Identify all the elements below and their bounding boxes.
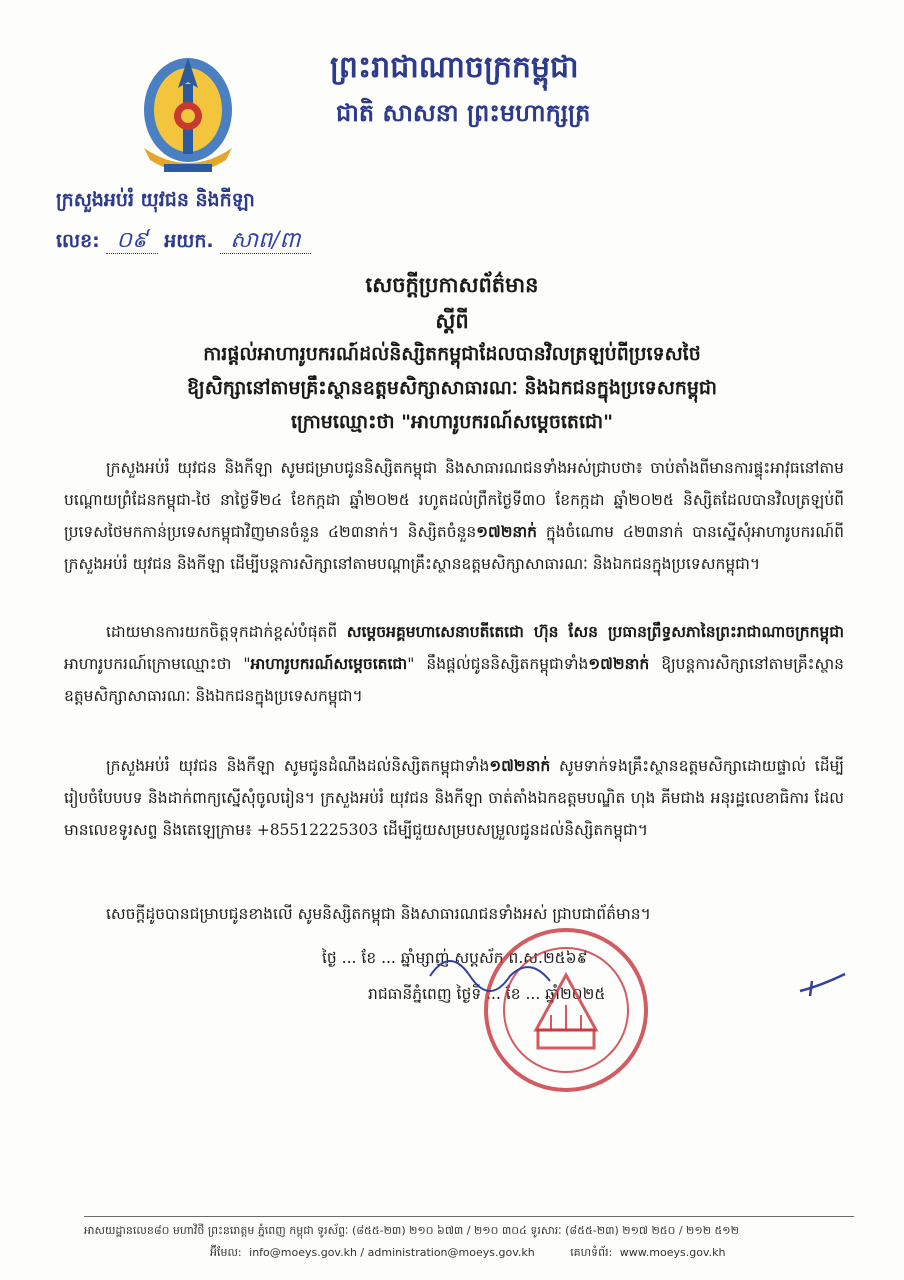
lunar-date-line: ថ្ងៃ ... ខែ ... ឆ្នាំម្សាញ់ សប្តស័ក ព.ស.២៥៦៩ xyxy=(322,949,588,967)
solar-date-line: រាជធានីភ្នំពេញ ថ្ងៃទី ... ខែ ... ឆ្នាំ២០២៥ xyxy=(368,985,606,1003)
document-subject-line-1: ការផ្ដល់អាហារូបករណ៍ដល់និស្សិតកម្ពុជាដែលបានវិលត្រឡប់ពីប្រទេសថៃ xyxy=(203,343,701,365)
ministry-crest-logo xyxy=(128,48,248,180)
paragraph-1 xyxy=(64,452,844,580)
website-link[interactable]: www.moeys.gov.kh xyxy=(619,1246,726,1259)
reference-suffix: អយក. xyxy=(164,230,214,252)
document-title: សេចក្ដីប្រកាសព័ត៌មាន xyxy=(365,272,539,297)
paragraph-2-scholarship-name: អាហារូបករណ៍សម្ដេចតេជោ xyxy=(250,654,408,673)
paragraph-2-text-c: " នឹងផ្ដល់ជូននិស្សិតកម្ពុជាទាំង xyxy=(407,655,589,673)
paragraph-3 xyxy=(64,750,844,846)
website-label: គេហទំព័រ: xyxy=(570,1246,613,1259)
paragraph-2-text-b: អាហារូបករណ៍ក្រោមឈ្មោះថា " xyxy=(64,655,251,673)
reference-line xyxy=(56,226,311,258)
paragraph-1-rest: ក្នុងចំណោម ៤២៣នាក់ បានស្នើសុំអាហារូបករណ៍ពីក្រសួងអប់រំ យុវជន និងកីឡា ដើម្បីបន្តការសិក្សានៅតាមបណ្ដាគ្រឹះស្ថានឧត្ដមសិក្សាសាធារណៈ និងឯកជនក្នុងប្រទេសកម្ពុជា។ xyxy=(64,523,844,573)
reference-code: សាព/ពា xyxy=(220,228,310,254)
paragraph-2-count: ១៧២នាក់ xyxy=(588,654,650,673)
paragraph-2-dignitary: សម្ដេចអគ្គមហាសេនាបតីតេជោ ហ៊ុន សែន ប្រធានព្រឹទ្ធសភានៃព្រះរាជាណាចក្រកម្ពុជា xyxy=(346,622,845,641)
footer-divider xyxy=(84,1216,854,1217)
paragraph-3-text-a: ក្រសួងអប់រំ យុវជន និងកីឡា សូមជូនដំណឹងដល់និស្សិតកម្ពុជាទាំង xyxy=(106,757,490,775)
ministry-name: ក្រសួងអប់រំ យុវជន និងកីឡា xyxy=(56,189,255,211)
paragraph-1-text: ក្រសួងអប់រំ យុវជន និងកីឡា សូមជម្រាបជូននិស្សិតកម្ពុជា និងសាធារណជនទាំងអស់ជ្រាបថា៖ ចាប់តាំងពីមានការផ្ទុះអាវុធនៅតាមបណ្ដោយព្រំដែនកម្ពុជា-ថៃ នាថ្ងៃទី២៤ ខែកក្កដា ឆ្នាំ២០២៥ រហូតដល់ព្រឹកថ្ងៃទី៣០ ខែកក្កដា ឆ្នាំ២០២៥ និស្សិតដែលបានវិលត្រឡប់ពីប្រទេសថៃមកកាន់ប្រទេសកម្ពុជាវិញមានចំនួន ៤២៣នាក់។ និស្សិតចំនួន xyxy=(64,459,844,541)
document-subject-label: ស្ដីពី xyxy=(435,308,469,333)
paragraph-3-text-b: សូមទាក់ទងគ្រឹះស្ថានឧត្ដមសិក្សាដោយផ្ទាល់ ដើម្បីរៀបចំបែបបទ និងដាក់ពាក្យស្នើសុំចូលរៀន។ ក្រសួងអប់រំ យុវជន និងកីឡា ចាត់តាំងឯកឧត្ដមបណ្ឌិត ហុង គីមជាង អនុរដ្ឋលេខាធិការ ដែលមានលេខទូរសព្ទ និងតេឡេក្រាម៖ +85512225303 ដើម្បីជួយសម្របសម្រួលជូនដល់និស្សិតកម្ពុជា។ xyxy=(64,757,845,839)
paragraph-4: សេចក្ដីដូចបានជម្រាបជូនខាងលើ សូមនិស្សិតកម្ពុជា និងសាធារណជនទាំងអស់ ជ្រាបជាព័ត៌មាន។ xyxy=(106,905,651,923)
handwritten-signature xyxy=(420,936,860,1016)
paragraph-2-text-d: ឱ្យបន្តការសិក្សានៅតាមគ្រឹះស្ថានឧត្ដមសិក្សាសាធារណៈ និងឯកជនក្នុងប្រទេសកម្ពុជា។ xyxy=(64,655,844,705)
paragraph-2-text-a: ដោយមានការយកចិត្តទុកដាក់ខ្ពស់បំផុតពី xyxy=(106,623,347,641)
paragraph-1-count: ១៧២នាក់ xyxy=(476,522,538,541)
reference-label: លេខ: xyxy=(56,230,100,252)
document-subject-line-2: ឱ្យសិក្សានៅតាមគ្រឹះស្ថានឧត្ដមសិក្សាសាធារណៈ និងឯកជនក្នុងប្រទេសកម្ពុជា xyxy=(187,377,717,399)
national-motto: ជាតិ សាសនា ព្រះមហាក្សត្រ xyxy=(336,98,591,127)
paragraph-2 xyxy=(64,616,844,712)
paragraph-3-count: ១៧២នាក់ xyxy=(489,756,551,775)
email-links[interactable]: info@moeys.gov.kh / administration@moeys.gov.kh xyxy=(249,1246,535,1259)
kingdom-heading: ព្រះរាជាណាចក្រកម្ពុជា xyxy=(330,50,579,85)
reference-number: ០៩ xyxy=(106,228,157,254)
footer-address: អាសយដ្ឋានលេខ៨០ មហាវិថី ព្រះនរោត្តម ភ្នំពេញ កម្ពុជា ទូរស័ព្ទៈ (៨៥៥-២៣) ២១០ ៦៧៣ / ២១០ ៣០៤ ទូរសារៈ (៨៥៥-២៣) ២១៧ ២៥០ / ២១២ ៥១២ xyxy=(84,1224,739,1237)
footer-contacts xyxy=(210,1246,729,1262)
document-subject-line-3: ក្រោមឈ្មោះថា "អាហារូបករណ៍សម្ដេចតេជោ" xyxy=(291,411,613,433)
email-label: អ៊ីមែល: xyxy=(210,1246,242,1259)
